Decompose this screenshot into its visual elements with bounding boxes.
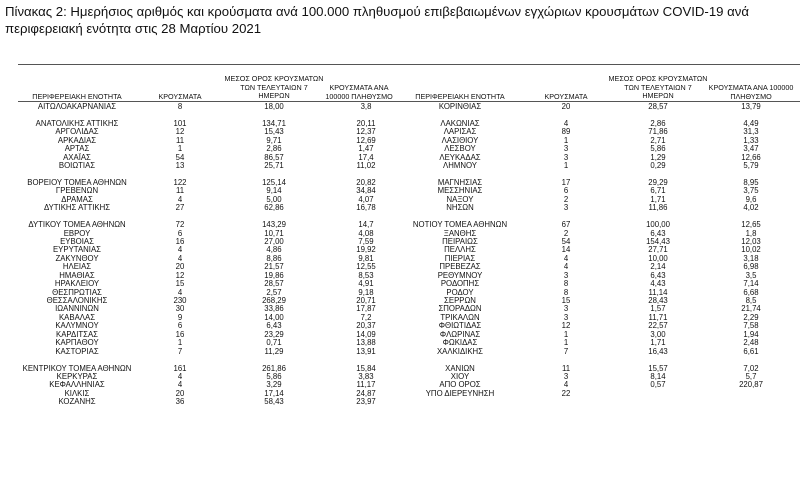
cell-name: ΑΙΤΩΛΟΑΚΑΡΝΑΝΙΑΣ (37, 102, 117, 111)
cell-avg: 27,00 (264, 236, 284, 246)
cell-cases: 1 (177, 338, 183, 348)
cell-per: 20,71 (356, 296, 376, 306)
cell-avg: 4,43 (650, 279, 666, 289)
cell-per: 3,5 (745, 270, 757, 280)
cell-avg: 15,43 (264, 127, 284, 137)
cell-cases: 1 (177, 144, 183, 154)
cell-cases: 4 (177, 194, 183, 204)
cell-name: ΦΛΩΡΙΝΑΣ (439, 329, 481, 339)
cell-per: 3,18 (743, 253, 759, 263)
cell-name: ΔΡΑΜΑΣ (61, 194, 93, 204)
cell-name: ΕΒΡΟΥ (63, 228, 91, 238)
cell-avg: 125,14 (262, 177, 286, 187)
cell-name: ΦΩΚΙΔΑΣ (442, 338, 478, 348)
cell-avg: 6,71 (650, 186, 666, 196)
header-per100k-left: ΚΡΟΥΣΜΑΤΑ ΑΝΑ 100000 ΠΛΗΘΥΣΜΟ (325, 83, 393, 101)
cell-cases: 4 (177, 287, 183, 297)
cell-name: ΚΑΒΑΛΑΣ (58, 312, 96, 322)
cell-per: 13,79 (741, 102, 761, 111)
cell-avg: 4,86 (266, 245, 282, 255)
cell-per: 4,91 (358, 279, 374, 289)
cell-per: 2,29 (743, 312, 759, 322)
cell-avg: 2,14 (650, 262, 666, 272)
cell-per: 220,87 (739, 380, 763, 390)
cell-avg: 71,86 (648, 127, 668, 137)
cell-avg: 9,14 (266, 186, 282, 196)
cell-cases: 72 (175, 220, 185, 230)
cell-cases: 54 (175, 152, 185, 162)
cell-per: 6,98 (743, 262, 759, 272)
cell-name: ΧΙΟΥ (450, 371, 470, 381)
cell-per: 11,17 (356, 380, 376, 390)
table-row-left (18, 162, 408, 170)
cell-avg: 15,57 (648, 363, 668, 373)
cell-per: 4,49 (743, 118, 759, 128)
table-row-right (400, 204, 798, 212)
cell-per (704, 398, 798, 406)
cell-avg: 0,29 (650, 161, 666, 171)
cell-per: 12,69 (356, 135, 376, 145)
header-cases-left: ΚΡΟΥΣΜΑΤΑ (158, 92, 202, 101)
cell-avg: 25,71 (264, 161, 284, 171)
cell-name: ΑΡΤΑΣ (64, 144, 90, 154)
cell-per: 3,47 (743, 144, 759, 154)
cell-per: 5,7 (745, 371, 757, 381)
cell-cases: 67 (561, 220, 571, 230)
cell-per: 13,88 (356, 338, 376, 348)
cell-cases: 230 (173, 296, 187, 306)
cell-avg (612, 398, 704, 406)
cell-per: 5,79 (743, 161, 759, 171)
cell-name: ΧΑΛΚΙΔΙΚΗΣ (436, 346, 483, 356)
cell-cases: 12 (175, 270, 185, 280)
cell-name: ΧΑΝΙΩΝ (445, 363, 475, 373)
cell-avg: 1,57 (650, 304, 666, 314)
cell-avg: 21,57 (264, 262, 284, 272)
cell-per: 16,78 (356, 203, 376, 213)
cell-avg: 11,71 (648, 312, 668, 322)
cell-name: ΚΟΡΙΝΘΙΑΣ (438, 102, 482, 111)
cell-avg: 143,29 (262, 220, 286, 230)
cell-cases: 1 (563, 135, 569, 145)
cell-avg: 28,57 (648, 102, 668, 111)
data-table-right (400, 103, 798, 407)
cell-cases: 8 (563, 279, 569, 289)
cell-cases: 17 (561, 177, 571, 187)
cell-per: 3,8 (360, 102, 372, 111)
cell-cases: 11 (175, 135, 185, 145)
cell-per: 20,37 (356, 321, 376, 331)
cell-cases: 4 (563, 253, 569, 263)
cell-per: 17,4 (358, 152, 374, 162)
cell-avg: 14,00 (264, 312, 284, 322)
cell-avg: 154,43 (646, 236, 670, 246)
cell-per: 2,48 (743, 338, 759, 348)
cell-name: ΒΟΙΩΤΙΑΣ (58, 161, 96, 171)
cell-cases: 30 (175, 304, 185, 314)
cell-per: 4,08 (358, 228, 374, 238)
cell-name: ΜΕΣΣΗΝΙΑΣ (437, 186, 483, 196)
cell-cases (520, 398, 612, 406)
table-row-right (400, 348, 798, 356)
cell-name: ΛΑΣΙΘΙΟΥ (441, 135, 479, 145)
cell-per: 4,02 (743, 203, 759, 213)
cell-per: 7,58 (743, 321, 759, 331)
cell-per: 6,61 (743, 346, 759, 356)
cell-cases: 3 (563, 144, 569, 154)
cell-avg: 100,00 (646, 220, 670, 230)
cell-name: ΠΕΛΛΗΣ (444, 245, 476, 255)
cell-cases: 13 (175, 161, 185, 171)
cell-name: ΚΑΛΥΜΝΟΥ (55, 321, 99, 331)
cell-per (704, 390, 798, 398)
cell-name: ΝΗΣΩΝ (446, 203, 474, 213)
cell-name: ΡΕΘΥΜΝΟΥ (437, 270, 483, 280)
cell-avg: 29,29 (648, 177, 668, 187)
cell-cases: 9 (177, 312, 183, 322)
cell-cases: 3 (563, 270, 569, 280)
cell-name: ΔΥΤΙΚΟΥ ΤΟΜΕΑ ΑΘΗΝΩΝ (28, 220, 126, 230)
cell-name: ΚΑΡΔΙΤΣΑΣ (56, 329, 98, 339)
cell-name: ΗΡΑΚΛΕΙΟΥ (54, 279, 100, 289)
cell-per: 20,82 (356, 177, 376, 187)
cell-cases: 2 (563, 228, 569, 238)
table-row-right (400, 103, 798, 111)
cell-cases: 14 (561, 245, 571, 255)
cell-per: 12,65 (741, 220, 761, 230)
cell-avg: 268,29 (262, 296, 286, 306)
cell-per: 3,75 (743, 186, 759, 196)
cell-name: ΝΑΞΟΥ (446, 194, 474, 204)
cell-per: 1,33 (743, 135, 759, 145)
cell-per: 14,7 (358, 220, 374, 230)
cell-name: ΝΟΤΙΟΥ ΤΟΜΕΑ ΑΘΗΝΩΝ (412, 220, 508, 230)
table-row-left (18, 398, 408, 406)
cell-per: 12,03 (741, 236, 761, 246)
cell-name: ΛΕΥΚΑΔΑΣ (439, 152, 481, 162)
cell-per: 13,91 (356, 346, 376, 356)
cell-cases: 101 (173, 118, 187, 128)
cell-avg: 0,57 (650, 380, 666, 390)
cell-name: ΗΜΑΘΙΑΣ (59, 270, 95, 280)
cell-per: 19,92 (356, 245, 376, 255)
table-caption: Πίνακας 2: Ημερήσιος αριθμός και κρούσματα ανά 100.000 πληθυσμού επιβεβαιωμένων εγχώριων κρουσμάτων COVID-19 ανά περιφερειακή ενότητα στις 28 Μαρτίου 2021 (5, 4, 749, 36)
cell-cases: 11 (175, 186, 185, 196)
cell-avg: 10,00 (648, 253, 668, 263)
cell-per: 23,97 (356, 397, 376, 407)
cell-name: ΠΙΕΡΙΑΣ (444, 253, 476, 263)
cell-per: 9,6 (745, 194, 757, 204)
cell-name: ΘΕΣΠΡΩΤΙΑΣ (52, 287, 102, 297)
cell-avg: 1,71 (650, 338, 666, 348)
cell-avg: 16,43 (648, 346, 668, 356)
cell-per: 15,84 (356, 363, 376, 373)
cell-cases: 20 (561, 102, 571, 111)
cell-name: ΠΕΙΡΑΙΩΣ (442, 236, 478, 246)
cell-name: ΠΡΕΒΕΖΑΣ (439, 262, 481, 272)
cell-name: ΗΛΕΙΑΣ (62, 262, 92, 272)
cell-name: ΛΗΜΝΟΥ (443, 161, 477, 171)
cell-per: 20,11 (356, 118, 376, 128)
header-per100k-right: ΚΡΟΥΣΜΑΤΑ ΑΝΑ 100000 ΠΛΗΘΥΣΜΟ (708, 83, 794, 101)
cell-per: 12,55 (356, 262, 376, 272)
cell-cases: 1 (563, 338, 569, 348)
cell-cases: 12 (175, 127, 185, 137)
cell-cases: 2 (563, 194, 569, 204)
cell-cases: 122 (173, 177, 187, 187)
cell-name: ΦΘΙΩΤΙΔΑΣ (438, 321, 482, 331)
cell-cases: 1 (563, 161, 569, 171)
cell-cases: 3 (563, 203, 569, 213)
cell-cases: 4 (177, 253, 183, 263)
cell-per: 7,59 (358, 236, 374, 246)
cell-per: 4,07 (358, 194, 374, 204)
cell-name: ΚΟΖΑΝΗΣ (58, 397, 96, 407)
cell-name: ΒΟΡΕΙΟΥ ΤΟΜΕΑ ΑΘΗΝΩΝ (27, 177, 127, 187)
cell-avg: 86,57 (264, 152, 284, 162)
cell-name: ΑΝΑΤΟΛΙΚΗΣ ΑΤΤΙΚΗΣ (35, 118, 119, 128)
header-cases-right: ΚΡΟΥΣΜΑΤΑ (544, 92, 588, 101)
cell-cases: 16 (175, 236, 185, 246)
cell-cases: 1 (563, 329, 569, 339)
cell-cases: 7 (177, 346, 183, 356)
cell-avg: 3,00 (650, 329, 666, 339)
cell-cases: 3 (563, 152, 569, 162)
cell-cases: 161 (173, 363, 187, 373)
cell-avg: 2,86 (650, 118, 666, 128)
cell-avg: 6,43 (650, 270, 666, 280)
table-row-left (18, 204, 408, 212)
cell-name: ΥΠΟ ΔΙΕΡΕΥΝΗΣΗ (425, 388, 495, 398)
cell-avg: 8,86 (266, 253, 282, 263)
cell-per: 7,02 (743, 363, 759, 373)
cell-name: ΓΡΕΒΕΝΩΝ (55, 186, 99, 196)
cell-avg: 261,86 (262, 363, 286, 373)
cell-per: 7,14 (743, 279, 759, 289)
cell-cases: 6 (563, 186, 569, 196)
cell-avg: 6,43 (266, 321, 282, 331)
cell-name: ΚΕΡΚΥΡΑΣ (56, 371, 98, 381)
cell-name: ΣΠΟΡΑΔΩΝ (438, 304, 482, 314)
cell-avg: 10,71 (264, 228, 284, 238)
cell-avg: 5,00 (266, 194, 282, 204)
cell-avg: 28,57 (264, 279, 284, 289)
cell-cases: 36 (175, 397, 185, 407)
table-row-left (18, 348, 408, 356)
header-avg7-right: ΜΕΣΟΣ ΟΡΟΣ ΚΡΟΥΣΜΑΤΩΝ ΤΩΝ ΤΕΛΕΥΤΑΙΩΝ 7 ΗΜΕΡΩΝ (608, 74, 708, 101)
cell-per: 1,8 (745, 228, 757, 238)
cell-name: ΑΡΓΟΛΙΔΑΣ (55, 127, 99, 137)
cell-name: ΚΑΣΤΟΡΙΑΣ (55, 346, 99, 356)
cell-avg: 0,71 (266, 338, 282, 348)
table-row-right (400, 390, 798, 398)
cell-per: 6,68 (743, 287, 759, 297)
cell-name: ΚΑΡΠΑΘΟΥ (55, 338, 99, 348)
cell-cases: 4 (563, 262, 569, 272)
cell-cases: 20 (175, 388, 185, 398)
cell-name: ΔΥΤΙΚΗΣ ΑΤΤΙΚΗΣ (43, 203, 111, 213)
cell-cases: 4 (563, 380, 569, 390)
cell-cases: 16 (175, 329, 185, 339)
cell-name: ΑΠΟ ΟΡΟΣ (439, 380, 481, 390)
cell-cases: 3 (563, 304, 569, 314)
cell-name: ΕΥΡΥΤΑΝΙΑΣ (52, 245, 101, 255)
cell-avg: 5,86 (650, 144, 666, 154)
cell-cases: 7 (563, 346, 569, 356)
cell-name: ΞΑΝΘΗΣ (443, 228, 477, 238)
table-row-left (18, 103, 408, 111)
cell-cases: 4 (563, 118, 569, 128)
cell-cases: 3 (563, 371, 569, 381)
cell-name: ΤΡΙΚΑΛΩΝ (440, 312, 480, 322)
cell-cases: 15 (561, 296, 571, 306)
cell-per: 31,3 (743, 127, 759, 137)
cell-per: 8,5 (745, 296, 757, 306)
cell-avg: 33,86 (264, 304, 284, 314)
cell-name: ΛΑΡΙΣΑΣ (443, 127, 477, 137)
cell-name: ΙΩΑΝΝΙΝΩΝ (55, 304, 99, 314)
cell-avg: 19,86 (264, 270, 284, 280)
cell-per: 3,83 (358, 371, 374, 381)
cell-name: ΑΧΑΪΑΣ (63, 152, 91, 162)
cell-per: 8,95 (743, 177, 759, 187)
cell-per: 9,81 (358, 253, 374, 263)
cell-per: 8,53 (358, 270, 374, 280)
cell-avg: 5,86 (266, 371, 282, 381)
cell-cases: 8 (177, 102, 183, 111)
cell-name: ΡΟΔΟΠΗΣ (440, 279, 480, 289)
cell-avg: 3,29 (266, 380, 282, 390)
cell-avg: 6,43 (650, 228, 666, 238)
header-avg7-left: ΜΕΣΟΣ ΟΡΟΣ ΚΡΟΥΣΜΑΤΩΝ ΤΩΝ ΤΕΛΕΥΤΑΙΩΝ 7 ΗΜΕΡΩΝ (224, 74, 324, 101)
cell-name (400, 398, 520, 406)
header-bottom-rule (18, 101, 800, 102)
cell-avg: 1,71 (650, 194, 666, 204)
cell-name: ΑΡΚΑΔΙΑΣ (57, 135, 97, 145)
cell-name: ΣΕΡΡΩΝ (444, 296, 476, 306)
cell-avg: 23,29 (264, 329, 284, 339)
cell-avg: 11,14 (648, 287, 668, 297)
header-region-left: ΠΕΡΙΦΕΡΕΙΑΚΗ ΕΝΟΤΗΤΑ (32, 92, 122, 101)
cell-cases: 8 (563, 287, 569, 297)
cell-per: 1,47 (358, 144, 374, 154)
cell-avg: 8,14 (650, 371, 666, 381)
cell-avg: 28,43 (648, 296, 668, 306)
cell-avg: 9,71 (266, 135, 282, 145)
cell-cases: 6 (177, 321, 183, 331)
table-row-right (400, 162, 798, 170)
cell-name: ΘΕΣΣΑΛΟΝΙΚΗΣ (46, 296, 108, 306)
cell-cases: 4 (177, 371, 183, 381)
cell-avg: 18,00 (264, 102, 284, 111)
cell-avg: 22,57 (648, 321, 668, 331)
cell-cases: 20 (175, 262, 185, 272)
cell-avg: 58,43 (264, 397, 284, 407)
cell-name: ΡΟΔΟΥ (446, 287, 474, 297)
cell-name: ΚΙΛΚΙΣ (64, 388, 90, 398)
cell-cases: 12 (561, 321, 571, 331)
cell-cases: 6 (177, 228, 183, 238)
cell-name: ΛΑΚΩΝΙΑΣ (440, 118, 480, 128)
cell-cases: 22 (561, 388, 571, 398)
cell-avg: 11,86 (648, 203, 668, 213)
header-region-right: ΠΕΡΙΦΕΡΕΙΑΚΗ ΕΝΟΤΗΤΑ (415, 92, 505, 101)
cell-cases: 15 (175, 279, 185, 289)
cell-name: ΛΕΣΒΟΥ (444, 144, 476, 154)
cell-avg: 11,29 (264, 346, 284, 356)
cell-name: ΕΥΒΟΙΑΣ (60, 236, 94, 246)
cell-per: 17,87 (356, 304, 376, 314)
cell-avg: 27,71 (648, 245, 668, 255)
cell-avg: 62,86 (264, 203, 284, 213)
cell-avg: 2,57 (266, 287, 282, 297)
cell-name: ΚΕΝΤΡΙΚΟΥ ΤΟΜΕΑ ΑΘΗΝΩΝ (22, 363, 132, 373)
cell-per: 9,18 (358, 287, 374, 297)
cell-per: 24,87 (356, 388, 376, 398)
cell-avg: 2,71 (650, 135, 666, 145)
cell-cases: 89 (561, 127, 571, 137)
cell-per: 12,37 (356, 127, 376, 137)
cell-name: ΚΕΦΑΛΛΗΝΙΑΣ (49, 380, 105, 390)
cell-cases: 4 (177, 380, 183, 390)
cell-per: 14,09 (356, 329, 376, 339)
cell-cases: 4 (177, 245, 183, 255)
cell-avg: 1,29 (650, 152, 666, 162)
table-row-right (400, 398, 798, 406)
cell-cases: 3 (563, 312, 569, 322)
cell-avg (612, 390, 704, 398)
cell-cases: 54 (561, 236, 571, 246)
table-top-rule (18, 64, 800, 65)
cell-per: 1,94 (743, 329, 759, 339)
cell-per: 11,02 (356, 161, 376, 171)
cell-avg: 17,14 (264, 388, 284, 398)
cell-per: 7,2 (360, 312, 372, 322)
cell-per: 10,02 (741, 245, 761, 255)
cell-name: ΜΑΓΝΗΣΙΑΣ (437, 177, 483, 187)
cell-per: 34,84 (356, 186, 376, 196)
cell-cases: 27 (175, 203, 185, 213)
cell-per: 21,74 (741, 304, 761, 314)
cell-per: 12,66 (741, 152, 761, 162)
cell-avg: 134,71 (262, 118, 286, 128)
cell-name: ΖΑΚΥΝΘΟΥ (55, 253, 99, 263)
cell-avg: 2,86 (266, 144, 282, 154)
data-table-left (18, 103, 408, 407)
cell-cases: 11 (561, 363, 571, 373)
